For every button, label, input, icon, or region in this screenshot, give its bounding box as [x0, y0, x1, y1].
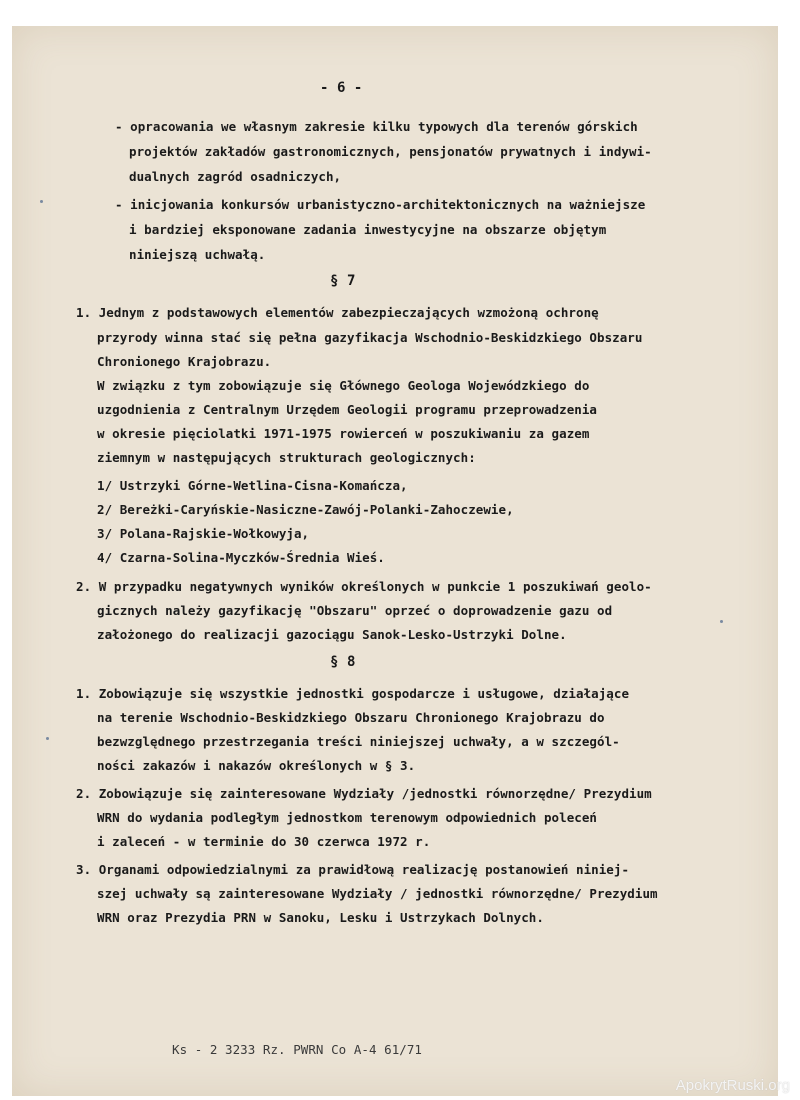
bullet-line: i bardziej eksponowane zadania inwestycyjne na obszarze objętym — [129, 222, 607, 237]
paragraph-line: szej uchwały są zainteresowane Wydziały / jednostki równorzędne/ Prezydium — [97, 886, 658, 901]
paragraph-line: bezwzględnego przestrzegania treści niniejszej uchwały, a w szczegól- — [97, 734, 620, 749]
paragraph-line: WRN oraz Prezydia PRN w Sanoku, Lesku i Ustrzykach Dolnych. — [97, 910, 544, 925]
paragraph-line: gicznych należy gazyfikację "Obszaru" oprzeć o doprowadzenie gazu od — [97, 603, 613, 618]
structure-item: 4/ Czarna-Solina-Myczków-Średnia Wieś. — [97, 550, 385, 565]
scan-speck — [46, 737, 49, 740]
paragraph-line: przyrody winna stać się pełna gazyfikacja Wschodnio-Beskidzkiego Obszaru — [97, 330, 643, 345]
paragraph-line: 3. Organami odpowiedzialnymi za prawidłową realizację postanowień niniej- — [76, 862, 630, 877]
bullet-line: - opracowania we własnym zakresie kilku typowych dla terenów górskich — [115, 119, 638, 134]
paragraph-line: 2. Zobowiązuje się zainteresowane Wydziały /jednostki równorzędne/ Prezydium — [76, 786, 652, 801]
bullet-line: projektów zakładów gastronomicznych, pensjonatów prywatnych i indywi- — [129, 144, 652, 159]
paragraph-line: ziemnym w następujących strukturach geologicznych: — [97, 450, 476, 465]
page-number: - 6 - — [320, 80, 363, 96]
structure-item: 1/ Ustrzyki Górne-Wetlina-Cisna-Komańcza, — [97, 478, 408, 493]
paragraph-line: Chronionego Krajobrazu. — [97, 354, 272, 369]
scan-speck — [720, 620, 723, 623]
scan-speck — [40, 200, 43, 203]
paragraph-line: i zaleceń - w terminie do 30 czerwca 1972 r. — [97, 834, 431, 849]
section-heading: § 7 — [330, 273, 356, 289]
paragraph-line: 1. Jednym z podstawowych elementów zabezpieczających wzmożoną ochronę — [76, 305, 599, 320]
bullet-line: - inicjowania konkursów urbanistyczno-architektonicznych na ważniejsze — [115, 197, 646, 212]
structure-item: 3/ Polana-Rajskie-Wołkowyja, — [97, 526, 310, 541]
bullet-line: dualnych zagród osadniczych, — [129, 169, 342, 184]
paragraph-line: 1. Zobowiązuje się wszystkie jednostki gospodarcze i usługowe, działające — [76, 686, 630, 701]
paragraph-line: w okresie pięciolatki 1971-1975 rowierceń w poszukiwaniu za gazem — [97, 426, 590, 441]
paragraph-line: 2. W przypadku negatywnych wyników określonych w punkcie 1 poszukiwań geolo- — [76, 579, 652, 594]
bullet-line: niniejszą uchwałą. — [129, 247, 266, 262]
paragraph-line: założonego do realizacji gazociągu Sanok-Lesko-Ustrzyki Dolne. — [97, 627, 567, 642]
section-heading: § 8 — [330, 654, 356, 670]
paragraph-line: uzgodnienia z Centralnym Urzędem Geologii programu przeprowadzenia — [97, 402, 597, 417]
paragraph-line: ności zakazów i nakazów określonych w § 3. — [97, 758, 416, 773]
paragraph-line: W związku z tym zobowiązuje się Głównego Geologa Wojewódzkiego do — [97, 378, 590, 393]
structure-item: 2/ Bereżki-Caryńskie-Nasiczne-Zawój-Polanki-Zahoczewie, — [97, 502, 514, 517]
watermark: ApokrytRuski.org — [675, 1077, 790, 1094]
document-footer: Ks - 2 3233 Rz. PWRN Co A-4 61/71 — [172, 1042, 422, 1057]
paragraph-line: na terenie Wschodnio-Beskidzkiego Obszaru Chronionego Krajobrazu do — [97, 710, 605, 725]
paragraph-line: WRN do wydania podległym jednostkom terenowym odpowiednich poleceń — [97, 810, 597, 825]
